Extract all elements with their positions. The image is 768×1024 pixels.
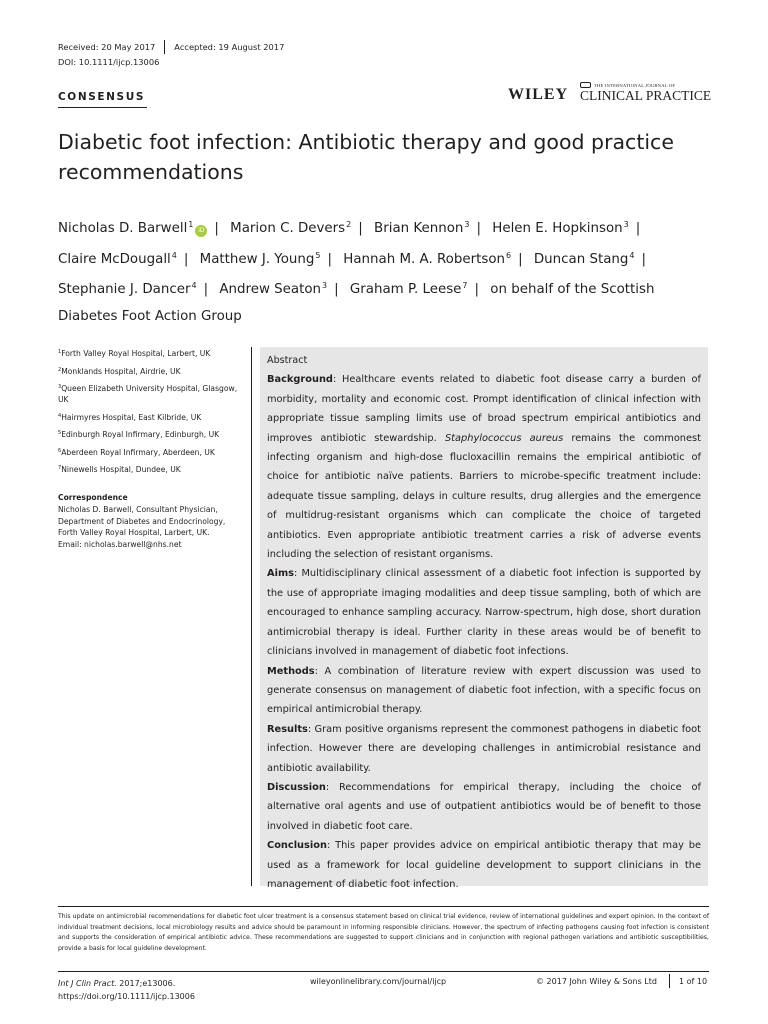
author[interactable]: Duncan Stang — [533, 251, 629, 267]
correspondence — [58, 492, 248, 551]
correspondence-line: Nicholas D. Barwell, Consultant Physician, — [58, 504, 218, 514]
citation-volume: 2017;e13006. — [116, 979, 176, 988]
author-group-line-1: on behalf of the Scottish — [490, 282, 655, 298]
abstract-discussion: Discussion: Recommendations for empirical therapy, including the choice of alternative oral agents and use of outpatient antibiotics would be of benefit to those involved in diabetic foot care. — [267, 781, 701, 832]
author-affil-sup: 5 — [315, 250, 321, 260]
affiliations — [58, 347, 243, 481]
section-label: CONSENSUS — [58, 91, 145, 103]
author-affil-sup: 3 — [322, 281, 328, 291]
journal-title: CLINICAL PRACTICE — [580, 88, 712, 103]
author-affil-sup: 7 — [462, 281, 468, 291]
page-divider — [669, 974, 670, 988]
author[interactable]: Stephanie J. Dancer — [58, 282, 191, 298]
citation — [58, 977, 195, 1003]
doi-link[interactable]: https://doi.org/10.1111/ijcp.13006 — [58, 992, 195, 1001]
author[interactable]: Matthew J. Young — [199, 251, 315, 267]
affiliation: $^3$Queen Elizabeth University Hospital, Glasgow, UK — [58, 384, 238, 404]
author-affil-sup: 3 — [623, 220, 629, 229]
affiliation: $^6$Aberdeen Royal Infirmary, Aberdeen, UK — [58, 447, 215, 457]
abstract-methods: Methods: A combination of literature review with expert discussion was used to generate consensus on management of diabetic foot infection, with a specific focus on empirical antimicrobial therapy. — [267, 665, 701, 716]
affiliation: $^4$Hairmyres Hospital, East Kilbride, UK — [58, 412, 202, 422]
author[interactable]: Claire McDougall — [58, 251, 171, 267]
correspondence-line: Forth Valley Royal Hospital, Larbert, UK. — [58, 528, 210, 538]
affiliation: $^5$Edinburgh Royal Infirmary, Edinburgh, UK — [58, 430, 220, 439]
received-date: Received: 20 May 2017 — [58, 42, 156, 52]
author-list: Nicholas D. Barwell$^1$iD | Marion C. Devers$^2$ | Brian Kennon$^3$ | Helen E. Hopkinson$^3$ | Claire McDougall$^4$ | Matthew J. Young$^5$ | Hannah M. A. Robertson$^6$ | Duncan Stang$^4$ | Stephanie J. Dancer$^4$ | Andrew Seaton$^3$ | Graham P. Leese$^7$ | on behalf of the Scottish Diabetes Foot Action Group — [58, 220, 655, 325]
journal-small-title: THE INTERNATIONAL JOURNAL OF — [594, 82, 676, 88]
author[interactable]: Andrew Seaton — [219, 282, 322, 298]
affiliation: $^7$Ninewells Hospital, Dundee, UK — [58, 465, 181, 474]
orcid-icon[interactable]: iD — [195, 225, 207, 237]
journal-abbrev: Int J Clin Pract. — [58, 979, 117, 988]
correspondence-email[interactable]: Email: nicholas.barwell@nhs.net — [58, 540, 182, 550]
footnote-divider — [58, 906, 709, 907]
author[interactable]: Graham P. Leese — [349, 282, 462, 298]
abstract-conclusion: Conclusion: This paper provides advice on empirical antibiotic therapy that may be used as a framework for local guideline development to support clinicians in the management of diabetic foot infection. — [267, 840, 701, 890]
author-affil-sup: 1 — [188, 220, 194, 229]
doi[interactable]: DOI: 10.1111/ijcp.13006 — [58, 57, 160, 67]
author-affil-sup: 4 — [171, 250, 177, 260]
author-affil-sup: 3 — [464, 220, 470, 229]
abstract-heading: Abstract — [267, 355, 308, 366]
abstract-results: Results: Gram positive organisms represent the commonest pathogens in diabetic foot infection. However there are developing challenges in antimicrobial resistance and antibiotic availability. — [267, 723, 701, 774]
journal-website-link[interactable]: wileyonlinelibrary.com/journal/ijcp — [310, 977, 447, 986]
author[interactable]: Helen E. Hopkinson — [492, 221, 623, 236]
copyright: © 2017 John Wiley & Sons Ltd — [536, 977, 657, 986]
section-underline — [58, 107, 147, 108]
author-affil-sup: 4 — [629, 250, 635, 260]
correspondence-line: Department of Diabetes and Endocrinology, — [58, 516, 226, 526]
article-title: Diabetic foot infection: Antibiotic therapy and good practice recommendations — [58, 130, 674, 184]
author-affil-sup: 2 — [346, 220, 352, 229]
author[interactable]: Brian Kennon — [374, 221, 464, 236]
article-dates — [58, 40, 284, 54]
accepted-date: Accepted: 19 August 2017 — [174, 42, 285, 52]
abstract-background: Background: Healthcare events related to diabetic foot disease carry a burden of morbidity, mortality and economic cost. Prompt identification of clinical infection with appropriate tissue sampling limits use of broad spectrum empirical antibiotics and improves antibiotic stewardship. Staphylococcus aureus remains the commonest infecting organism and high-dose flucloxacillin remains the empirical antibiotic of choice for antibiotic naïve patients. Barriers to microbe-specific treatment include: adequate tissue sampling, delays in culture results, drug allergies and the emergence of multidrug-resistant organisms which can complicate the choice of targeted antibiotics. Even appropriate antibiotic treatment carries a risk of adverse events including the selection of resistant organisms. — [267, 374, 701, 561]
abstract-aims: Aims: Multidisciplinary clinical assessment of a diabetic foot infection is supported by the use of appropriate imaging modalities and deep tissue sampling, both of which are encouraged to enhance sampling accuracy. Narrow-spectrum, high dose, short duration antimicrobial therapy is ideal. Further clarity in these areas would be of benefit to clinicians involved in management of diabetic foot infections. — [267, 568, 701, 658]
footnote: This update on antimicrobial recommendations for diabetic foot ulcer treatment is a consensus statement based on clinical trial evidence, review of international guidelines and expert opinion. In the context of individual treatment decisions, local microbiology results and advice should be paramount in informing responsible clinicians. However, the spectrum of infecting pathogens causing foot infection is consistent and supports the consideration of empirical antibiotic advice. These recommendations are suggested to support clinicians and in conjunction with regional pathogen variations and antibiotic susceptibilities, provide a basis for local guideline development. — [58, 913, 709, 952]
date-divider — [164, 40, 165, 54]
correspondence-heading: Correspondence — [58, 493, 128, 502]
publisher-logo: WILEY — [508, 86, 569, 103]
affiliation: $^1$Forth Valley Royal Hospital, Larbert, UK — [58, 349, 211, 358]
author[interactable]: Marion C. Devers — [230, 221, 346, 236]
abstract-left-rule — [251, 347, 252, 886]
affiliation: $^2$Monklands Hospital, Airdrie, UK — [58, 366, 181, 376]
author[interactable]: Hannah M. A. Robertson — [343, 251, 505, 267]
abstract — [267, 351, 701, 894]
journal-logo — [580, 82, 712, 103]
page-number: 1 of 10 — [679, 977, 708, 986]
author-affil-sup: 4 — [191, 281, 197, 291]
author-group-line-2: Diabetes Foot Action Group — [58, 309, 242, 325]
author[interactable]: Nicholas D. Barwell — [58, 221, 188, 236]
footer-divider — [58, 971, 709, 972]
author-affil-sup: 6 — [506, 250, 512, 260]
